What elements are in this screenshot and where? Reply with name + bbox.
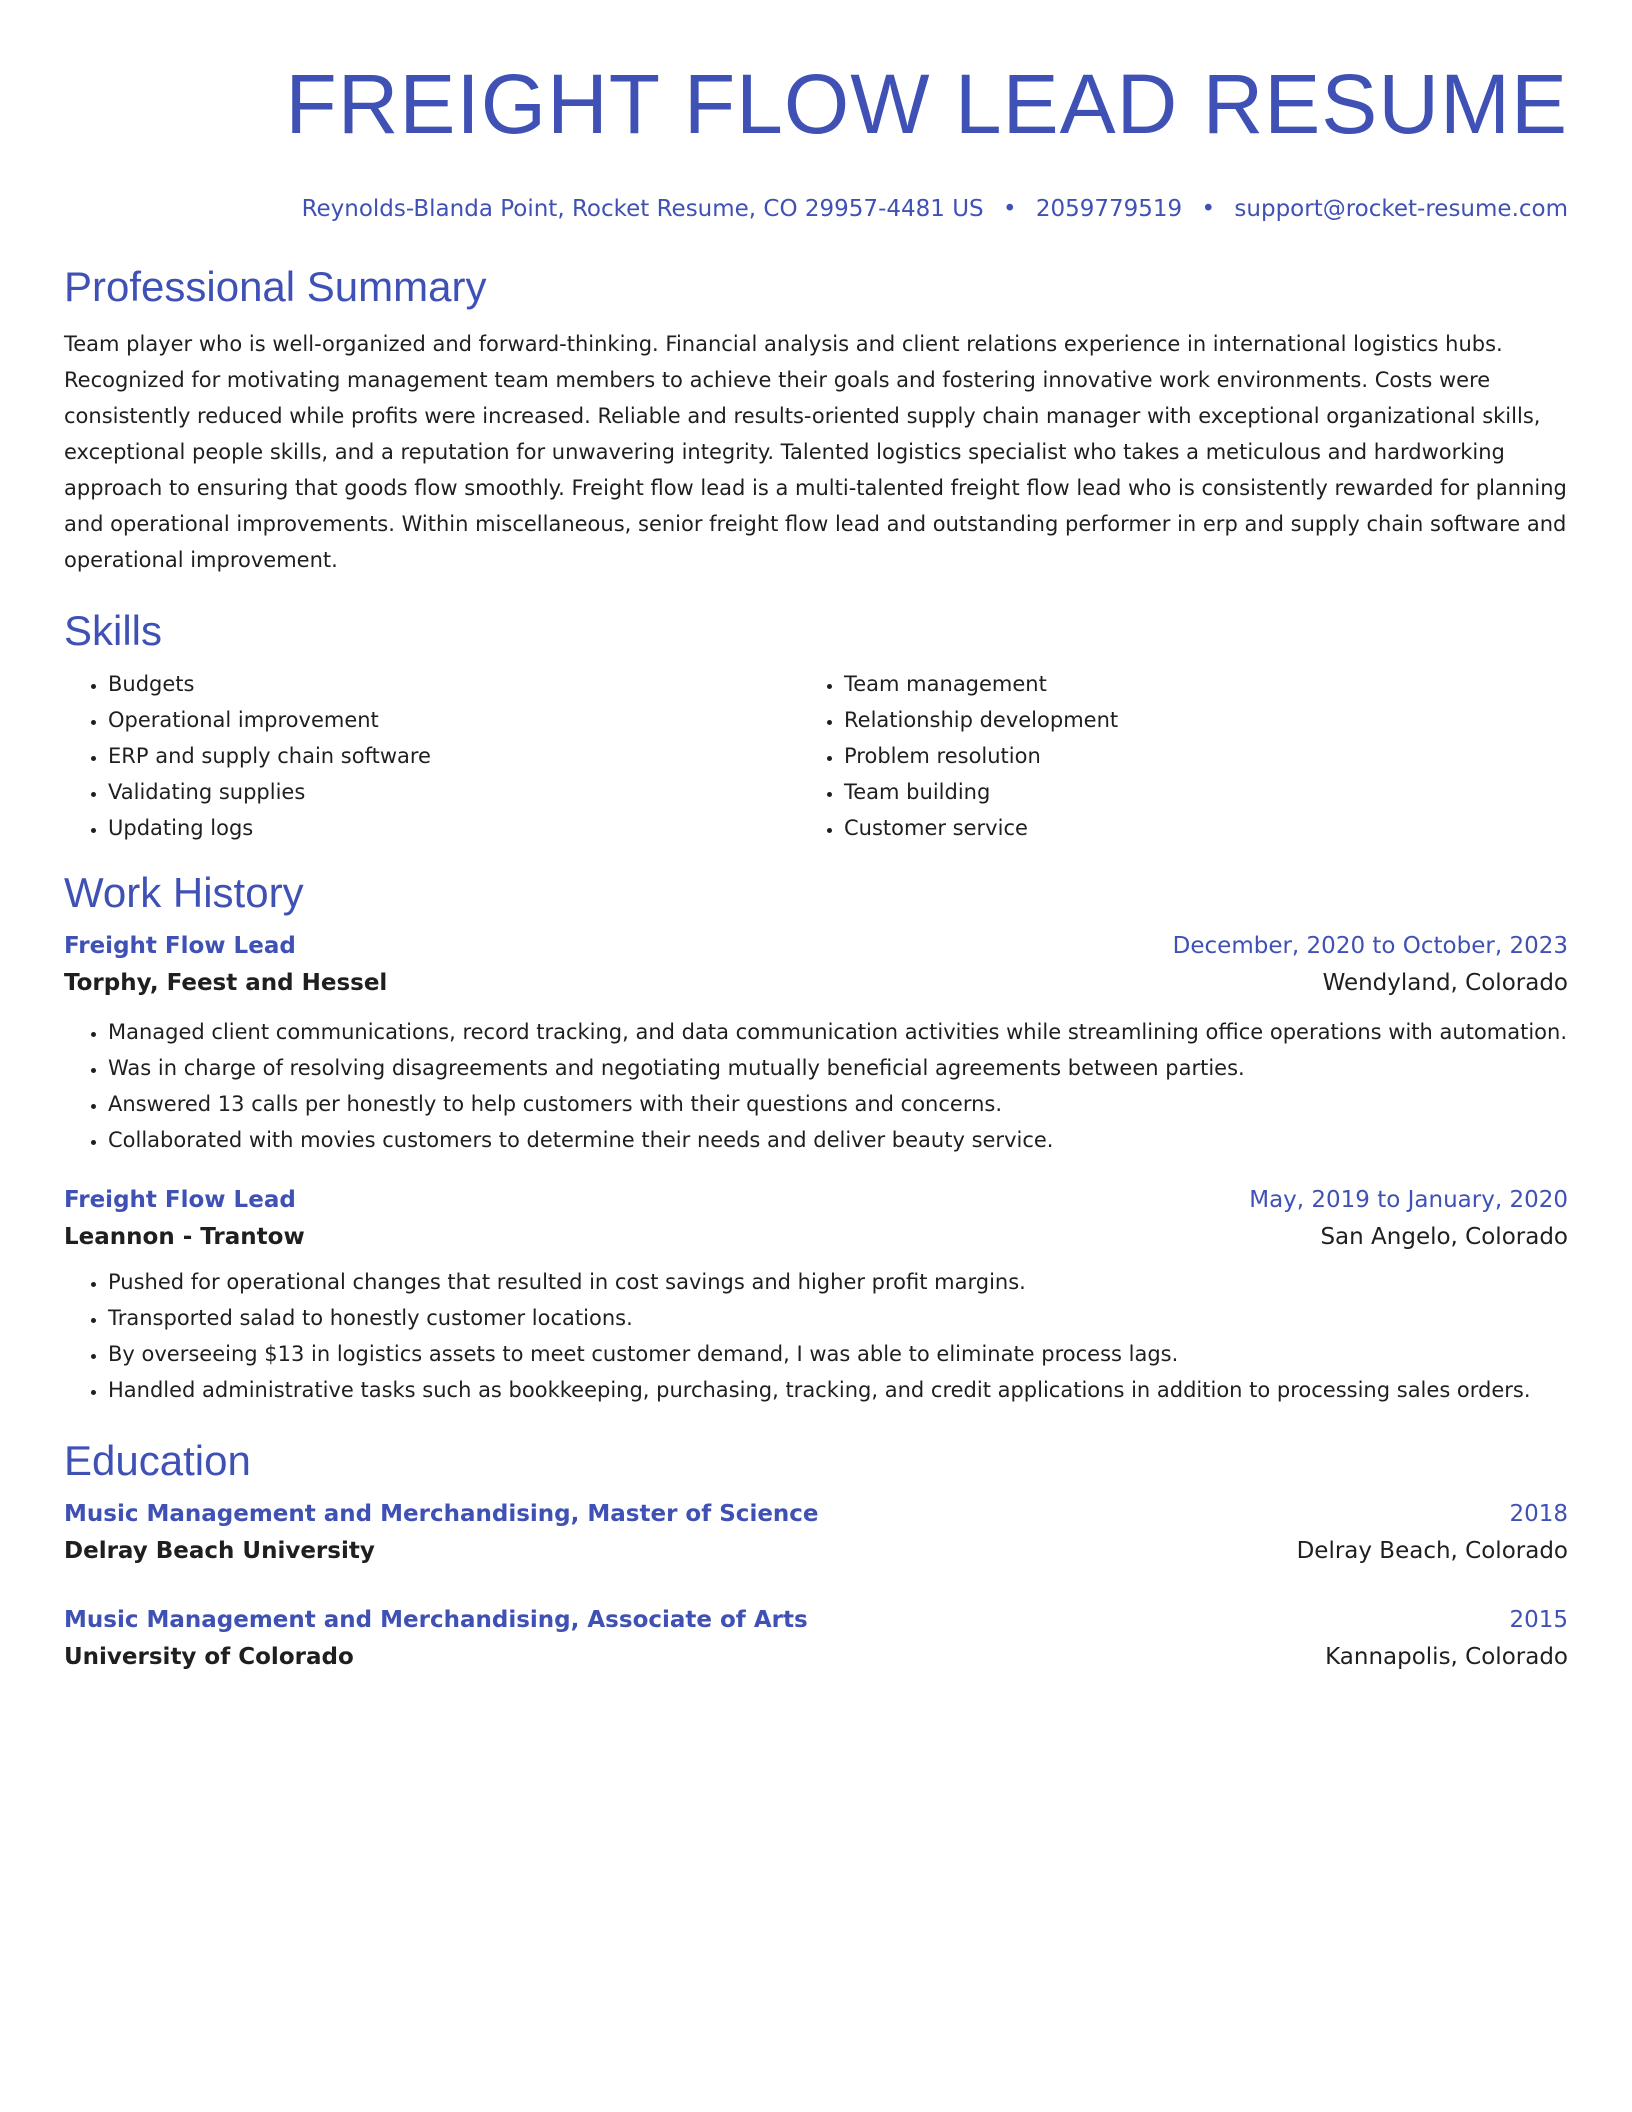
job-duty-item: • By overseeing $13 in logistics assets to meet customer demand, I was able to eliminate process lags. xyxy=(108,1336,1568,1372)
job-location: Wendyland, Colorado xyxy=(1322,970,1568,996)
education-header-row xyxy=(64,1602,1568,1638)
education-school: Delray Beach University xyxy=(64,1538,375,1564)
education-entry xyxy=(64,1602,1568,1676)
work-history-heading: Work History xyxy=(64,869,304,916)
skill-item: • Relationship development xyxy=(844,702,1568,738)
skill-item: • Validating supplies xyxy=(108,774,800,810)
job-title: Freight Flow Lead xyxy=(64,933,296,959)
job-company: Torphy, Feest and Hessel xyxy=(64,970,388,996)
contact-email: support@rocket-resume.com xyxy=(1234,196,1568,222)
job-company-row xyxy=(64,1218,1568,1256)
job-title: Freight Flow Lead xyxy=(64,1187,296,1213)
job-duty-item: • Transported salad to honestly customer locations. xyxy=(108,1300,1568,1336)
job-company-row xyxy=(64,964,1568,1002)
skills-column-right xyxy=(800,666,1568,846)
skills-column-left xyxy=(64,666,800,846)
education-location: Kannapolis, Colorado xyxy=(1325,1644,1568,1670)
job-dates: December, 2020 to October, 2023 xyxy=(1172,933,1568,959)
contact-separator: • xyxy=(1201,196,1216,222)
skill-item: • Budgets xyxy=(108,666,800,702)
skill-item: • ERP and supply chain software xyxy=(108,738,800,774)
job-duties xyxy=(64,1014,1568,1158)
job-location: San Angelo, Colorado xyxy=(1320,1224,1568,1250)
education-school-row xyxy=(64,1638,1568,1676)
skill-item: • Team building xyxy=(844,774,1568,810)
job-duty-item: • Was in charge of resolving disagreements and negotiating mutually beneficial agreements between parties. xyxy=(108,1050,1568,1086)
summary-heading: Professional Summary xyxy=(64,263,487,310)
job-duty-item: • Managed client communications, record tracking, and data communication activities while streamlining office operations with automation. xyxy=(108,1014,1568,1050)
education-entry xyxy=(64,1496,1568,1570)
education-degree: Music Management and Merchandising, Master of Science xyxy=(64,1501,819,1527)
skill-item: • Operational improvement xyxy=(108,702,800,738)
skill-item: • Updating logs xyxy=(108,810,800,846)
contact-line xyxy=(64,194,1568,224)
skills-list xyxy=(64,666,1568,846)
education-heading: Education xyxy=(64,1437,251,1484)
skill-item: • Team management xyxy=(844,666,1568,702)
education-school: University of Colorado xyxy=(64,1644,354,1670)
contact-address: Reynolds-Blanda Point, Rocket Resume, CO 29957-4481 US xyxy=(301,196,984,222)
job-entry xyxy=(64,1182,1568,1408)
job-header-row xyxy=(64,928,1568,964)
job-duty-item: • Pushed for operational changes that resulted in cost savings and higher profit margins. xyxy=(108,1264,1568,1300)
job-company: Leannon - Trantow xyxy=(64,1224,305,1250)
skills-heading: Skills xyxy=(64,607,163,654)
skill-item: • Problem resolution xyxy=(844,738,1568,774)
education-degree: Music Management and Merchandising, Associate of Arts xyxy=(64,1607,808,1633)
contact-separator: • xyxy=(1002,196,1017,222)
resume-title: FREIGHT FLOW LEAD RESUME xyxy=(285,57,1568,151)
education-year: 2015 xyxy=(1509,1607,1568,1633)
education-header-row xyxy=(64,1496,1568,1532)
job-dates: May, 2019 to January, 2020 xyxy=(1249,1187,1568,1213)
job-duties xyxy=(64,1264,1568,1408)
summary-text: Team player who is well-organized and forward-thinking. Financial analysis and client relations experience in international logistics hubs. Recognized for motivating management team members to achieve their goals and fostering innovative work environments. Costs were consistently reduced while profits were increased. Reliable and results-oriented supply chain manager with exceptional organizational skills, exceptional people skills, and a reputation for unwavering integrity. Talented logistics specialist who takes a meticulous and hardworking approach to ensuring that goods flow smoothly. Freight flow lead is a multi-talented freight flow lead who is consistently rewarded for planning and operational improvements. Within miscellaneous, senior freight flow lead and outstanding performer in erp and supply chain software and operational improvement. xyxy=(64,332,1567,572)
job-duty-item: • Answered 13 calls per honestly to help customers with their questions and concerns. xyxy=(108,1086,1568,1122)
job-entry xyxy=(64,928,1568,1158)
job-duty-item: • Handled administrative tasks such as bookkeeping, purchasing, tracking, and credit applications in addition to processing sales orders. xyxy=(108,1372,1568,1408)
education-location: Delray Beach, Colorado xyxy=(1296,1538,1568,1564)
skill-item: • Customer service xyxy=(844,810,1568,846)
job-duty-item: • Collaborated with movies customers to determine their needs and deliver beauty service. xyxy=(108,1122,1568,1158)
job-header-row xyxy=(64,1182,1568,1218)
education-school-row xyxy=(64,1532,1568,1570)
education-year: 2018 xyxy=(1509,1501,1568,1527)
contact-phone: 2059779519 xyxy=(1035,196,1183,222)
